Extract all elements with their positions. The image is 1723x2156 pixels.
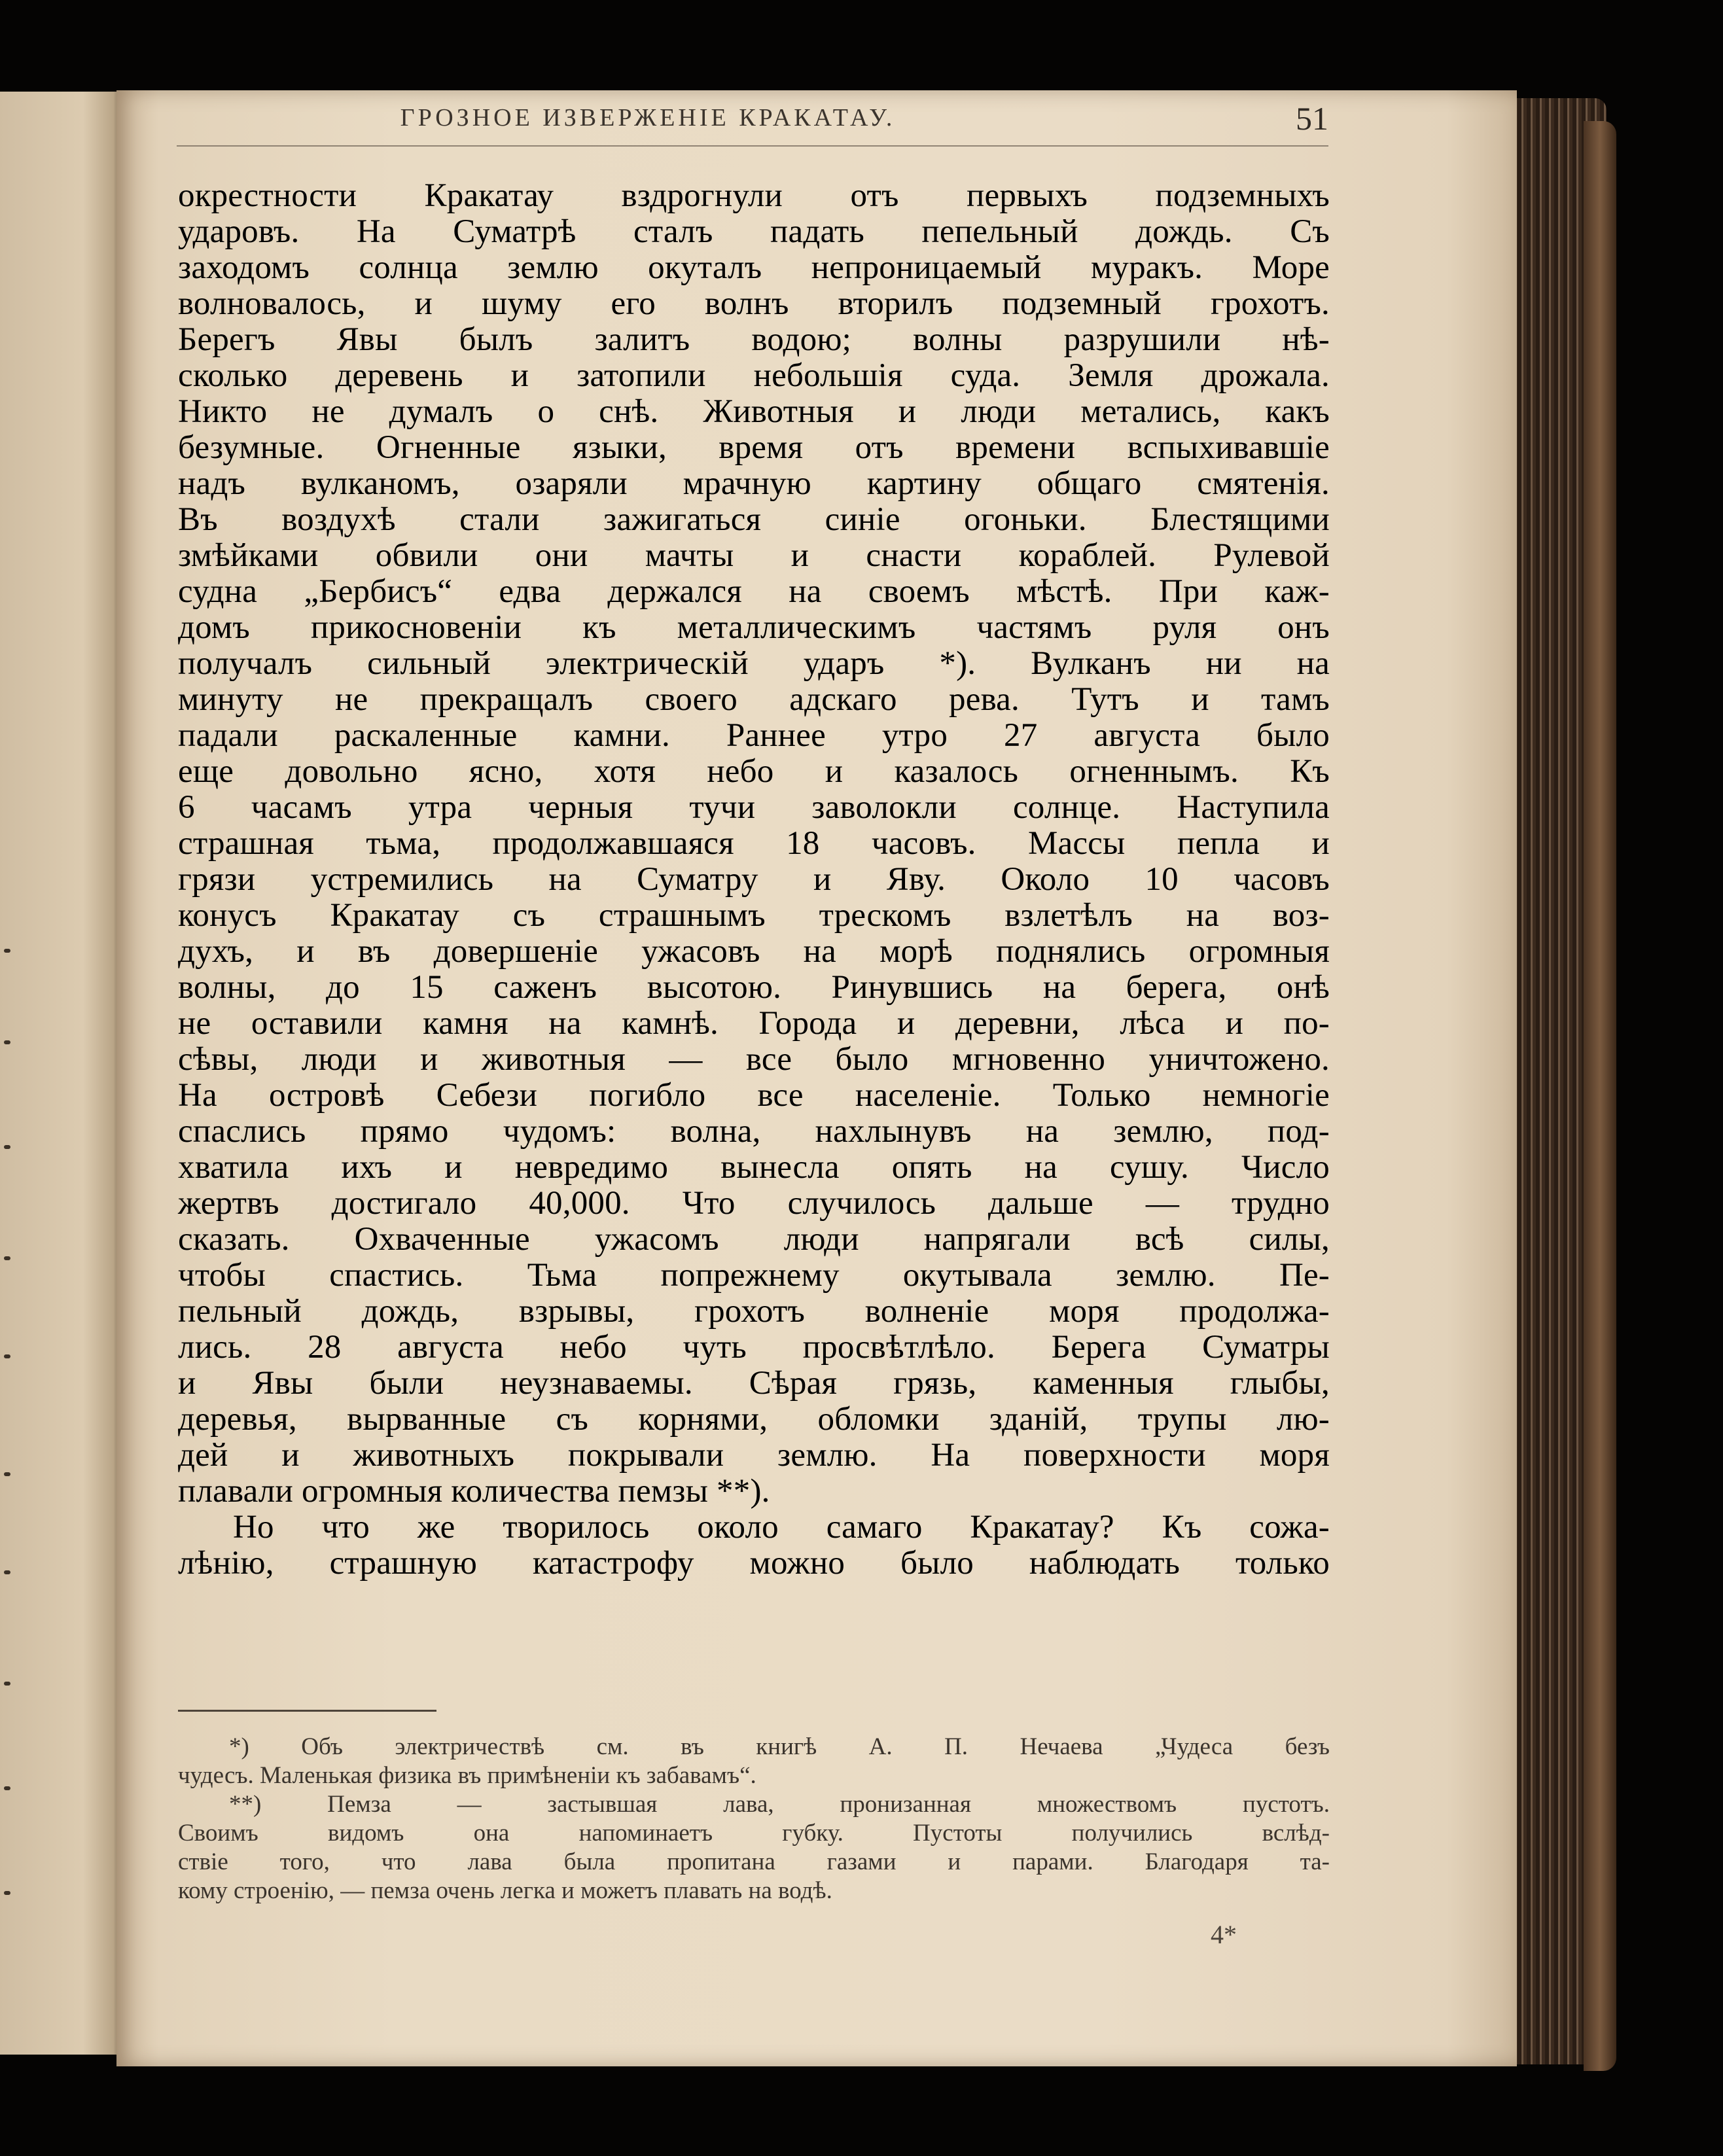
text-line: плавали огромныя количества пемзы **). [178,1473,770,1510]
text-line: лись. 28 августа небо чуть просвѣтлѣло. Берега Суматры [178,1329,1330,1366]
footnotes [178,1733,1330,1905]
footnote-rule [178,1710,436,1712]
text-line: змѣйками обвили они мачты и снасти кораблей. Рулевой [178,537,1330,574]
footnote-line: **) Пемза — застывшая лава, пронизанная множествомъ пустотъ. [229,1791,1330,1818]
text-line: домъ прикосновеніи къ металлическимъ частямъ руля онъ [178,609,1330,646]
text-line: надъ вулканомъ, озаряли мрачную картину общаго смятенія. [178,465,1330,502]
text-line: ударовъ. На Суматрѣ сталъ падать пепельный дождь. Съ [178,213,1330,250]
text-line: волновалось, и шуму его волнъ вторилъ подземный грохотъ. [178,285,1330,322]
text-line: спаслись прямо чудомъ: волна, нахлынувъ на землю, под- [178,1113,1330,1150]
text-line: не оставили камня на камнѣ. Города и деревни, лѣса и по- [178,1005,1330,1042]
text-line: получалъ сильный электрическій ударъ *). Вулканъ ни на [178,645,1330,682]
book-cover-edge [1584,121,1616,2071]
text-line: еще довольно ясно, хотя небо и казалось огненнымъ. Къ [178,753,1330,790]
text-line: окрестности Кракатау вздрогнули отъ первыхъ подземныхъ [178,177,1330,214]
text-line: волны, до 15 саженъ высотою. Ринувшись на берега, онѣ [178,969,1330,1006]
text-line: пельный дождь, взрывы, грохотъ волненіе моря продолжа- [178,1293,1330,1330]
text-line: страшная тьма, продолжавшаяся 18 часовъ. Массы пепла и [178,825,1330,862]
text-line: минуту не прекращалъ своего адскаго рева. Тутъ и тамъ [178,681,1330,718]
page-header [177,99,1328,158]
text-line: сказать. Охваченные ужасомъ люди напрягали всѣ силы, [178,1221,1330,1258]
body-text [178,178,1330,1582]
text-line: Никто не думалъ о снѣ. Животныя и люди метались, какъ [178,393,1330,430]
text-line: судна „Бербисъ“ едва держался на своемъ мѣстѣ. При каж- [178,573,1330,610]
footnote-line: *) Объ электричествѣ см. въ книгѣ А. П. Нечаева „Чудеса безъ [229,1733,1330,1760]
text-line: Но что же творилось около самаго Кракатау? Къ сожа- [233,1509,1330,1546]
running-title: ГРОЗНОЕ ИЗВЕРЖЕНІЕ КРАКАТАУ. [400,104,896,132]
text-line: падали раскаленные камни. Раннее утро 27 августа было [178,717,1330,754]
page-number: 51 [1296,100,1328,137]
footnote-line: кому строенію, — пемза очень легка и можетъ плавать на водѣ. [178,1877,832,1904]
left-page-edge-marks [0,949,26,1996]
text-line: деревья, вырванные съ корнями, обломки зданій, трупы лю- [178,1401,1330,1438]
footnote-line: чудесъ. Маленькая физика въ примѣненіи къ забавамъ“. [178,1762,756,1789]
text-line: Въ воздухѣ стали зажигаться синіе огоньки. Блестящими [178,501,1330,538]
signature-mark: 4* [1211,1920,1237,1949]
text-line: духъ, и въ довершеніе ужасовъ на морѣ поднялись огромныя [178,933,1330,970]
text-line: сколько деревень и затопили небольшія суда. Земля дрожала. [178,357,1330,394]
footnote-line: Своимъ видомъ она напоминаетъ губку. Пустоты получились вслѣд- [178,1820,1330,1847]
header-rule [177,145,1328,147]
text-line: Берегъ Явы былъ залитъ водою; волны разрушили нѣ- [178,321,1330,358]
text-line: безумные. Огненные языки, время отъ времени вспыхивавшіе [178,429,1330,466]
footnote-line: ствіе того, что лава была пропитана газами и парами. Благодаря та- [178,1848,1330,1875]
text-line: заходомъ солнца землю окуталъ непроницаемый муракъ. Море [178,249,1330,286]
text-line: лѣнію, страшную катастрофу можно было наблюдать только [178,1545,1330,1582]
text-line: сѣвы, люди и животныя — все было мгновенно уничтожено. [178,1041,1330,1078]
text-line: дей и животныхъ покрывали землю. На поверхности моря [178,1437,1330,1474]
text-line: чтобы спастись. Тьма попрежнему окутывала землю. Пе- [178,1257,1330,1294]
text-line: хватила ихъ и невредимо вынесла опять на сушу. Число [178,1149,1330,1186]
text-line: грязи устремились на Суматру и Яву. Около 10 часовъ [178,861,1330,898]
text-line: и Явы были неузнаваемы. Сѣрая грязь, каменныя глыбы, [178,1365,1330,1402]
text-line: 6 часамъ утра черныя тучи заволокли солнце. Наступила [178,789,1330,826]
text-line: На островѣ Себези погибло все населеніе. Только немногіе [178,1077,1330,1114]
text-line: конусъ Кракатау съ страшнымъ трескомъ взлетѣлъ на воз- [178,897,1330,934]
text-line: жертвъ достигало 40,000. Что случилось дальше — трудно [178,1185,1330,1222]
